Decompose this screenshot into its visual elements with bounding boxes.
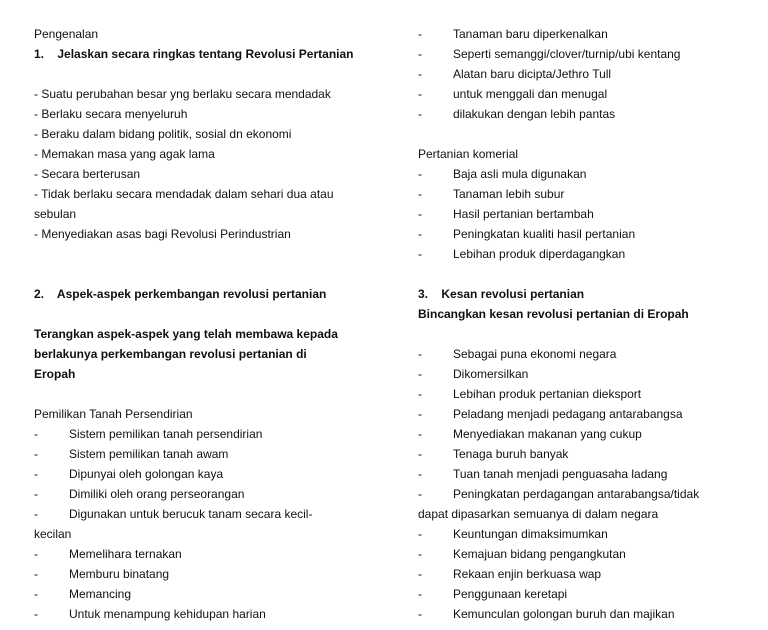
list-item <box>418 344 748 364</box>
list-item-text: untuk menggali dan menugal <box>453 87 608 101</box>
list-item-text: dilakukan dengan lebih pantas <box>453 107 616 121</box>
list-item-text: Tuan tanah menjadi penguasaha ladang <box>453 467 668 481</box>
dash-bullet: - <box>34 487 38 501</box>
dash-bullet: - <box>418 487 422 501</box>
dash-bullet: - <box>34 507 38 521</box>
list-item <box>418 464 748 484</box>
dash-bullet: - <box>418 87 422 101</box>
list-item-text: Peningkatan perdagangan antarabangsa/tidak <box>453 487 700 501</box>
list-item <box>418 484 748 504</box>
dash-bullet: - <box>418 167 422 181</box>
list-item-text: Lebihan produk pertanian dieksport <box>453 387 642 401</box>
dash-bullet: - <box>418 227 422 241</box>
left-column <box>34 24 364 624</box>
spacer <box>418 264 748 284</box>
dash-bullet: - <box>34 447 38 461</box>
dash-bullet: - <box>34 607 38 621</box>
list-item <box>418 444 748 464</box>
q2-number: 2. <box>34 287 45 301</box>
q1-point: - Suatu perubahan besar yng berlaku secara mendadak <box>34 87 331 101</box>
list-item-text: Lebihan produk diperdagangkan <box>453 247 626 261</box>
dash-bullet: - <box>418 367 422 381</box>
q1-point: - Beraku dalam bidang politik, sosial dn ekonomi <box>34 127 292 141</box>
spacer <box>34 244 364 264</box>
list-item-text: Hasil pertanian bertambah <box>453 207 594 221</box>
list-item <box>418 84 748 104</box>
dash-bullet: - <box>418 587 422 601</box>
dash-bullet: - <box>418 447 422 461</box>
list-item-text: Keuntungan dimaksimumkan <box>453 527 608 541</box>
list-item <box>34 584 364 604</box>
q3-number: 3. <box>418 287 429 301</box>
dash-bullet: - <box>34 427 38 441</box>
list-item <box>418 224 748 244</box>
spacer <box>418 124 748 144</box>
list-item <box>418 364 748 384</box>
list-item-text: Menyediakan makanan yang cukup <box>453 427 642 441</box>
list-item-text: Kemunculan golongan buruh dan majikan <box>453 607 675 621</box>
q2-question-line: Terangkan aspek-aspek yang telah membawa kepada <box>34 327 338 341</box>
dash-bullet: - <box>418 107 422 121</box>
dash-bullet: - <box>418 467 422 481</box>
commercial-heading: Pertanian komerial <box>418 147 519 161</box>
list-item <box>418 64 748 84</box>
list-item-text: Rekaan enjin berkuasa wap <box>453 567 602 581</box>
list-item <box>34 424 364 444</box>
list-item <box>418 564 748 584</box>
list-item <box>34 604 364 624</box>
spacer <box>34 304 364 324</box>
list-item <box>34 464 364 484</box>
list-item-text: Seperti semanggi/clover/turnip/ubi kentang <box>453 47 681 61</box>
list-item-text: Peladang menjadi pedagang antarabangsa <box>453 407 683 421</box>
list-item-text: Baja asli mula digunakan <box>453 167 587 181</box>
q1-heading <box>34 44 364 64</box>
list-item <box>418 604 748 624</box>
q2-subheading: Pemilikan Tanah Persendirian <box>34 407 193 421</box>
list-item <box>418 404 748 424</box>
list-item <box>418 384 748 404</box>
q1-point: sebulan <box>34 207 77 221</box>
q2-question-line: berlakunya perkembangan revolusi pertanian di <box>34 347 307 361</box>
dash-bullet: - <box>34 587 38 601</box>
spacer <box>418 324 748 344</box>
dash-bullet: - <box>418 67 422 81</box>
list-item-text: Tanaman lebih subur <box>453 187 565 201</box>
dash-bullet: - <box>418 347 422 361</box>
list-item <box>34 544 364 564</box>
list-item <box>418 584 748 604</box>
dash-bullet: - <box>418 27 422 41</box>
spacer <box>34 64 364 84</box>
list-item-text: Tanaman baru diperkenalkan <box>453 27 608 41</box>
q3-title: Kesan revolusi pertanian <box>441 287 585 301</box>
list-item <box>418 104 748 124</box>
dash-bullet: - <box>418 247 422 261</box>
list-item <box>418 424 748 444</box>
q1-point: - Berlaku secara menyeluruh <box>34 107 188 121</box>
list-item <box>418 524 748 544</box>
list-item <box>418 244 748 264</box>
list-item-text: Tenaga buruh banyak <box>453 447 569 461</box>
q1-number: 1. <box>34 47 45 61</box>
list-item-text: Peningkatan kualiti hasil pertanian <box>453 227 636 241</box>
dash-bullet: - <box>418 427 422 441</box>
q1-point: - Secara berterusan <box>34 167 141 181</box>
dash-bullet: - <box>418 47 422 61</box>
list-item-text: Digunakan untuk berucuk tanam secara kecil- <box>69 507 313 521</box>
list-item-text: Dimiliki oleh orang perseorangan <box>69 487 245 501</box>
dash-bullet: - <box>418 407 422 421</box>
list-item-text: Sebagai puna ekonomi negara <box>453 347 617 361</box>
intro-heading: Pengenalan <box>34 27 99 41</box>
dash-bullet: - <box>418 207 422 221</box>
dash-bullet: - <box>34 567 38 581</box>
list-item <box>418 184 748 204</box>
list-item-text: Sistem pemilikan tanah persendirian <box>69 427 263 441</box>
q1-point: - Tidak berlaku secara mendadak dalam sehari dua atau <box>34 187 334 201</box>
list-item <box>34 504 364 524</box>
list-item-text: Dikomersilkan <box>453 367 529 381</box>
dash-bullet: - <box>418 607 422 621</box>
dash-bullet: - <box>418 547 422 561</box>
list-item-text: Dipunyai oleh golongan kaya <box>69 467 224 481</box>
list-item <box>34 484 364 504</box>
q3-question: Bincangkan kesan revolusi pertanian di Eropah <box>418 307 689 321</box>
dash-bullet: - <box>418 387 422 401</box>
dash-bullet: - <box>34 467 38 481</box>
spacer <box>34 384 364 404</box>
dash-bullet: - <box>418 187 422 201</box>
list-item <box>418 24 748 44</box>
list-item <box>418 204 748 224</box>
dash-bullet: - <box>34 547 38 561</box>
list-item-continuation: dapat dipasarkan semuanya di dalam negara <box>418 507 659 521</box>
list-item-text: Kemajuan bidang pengangkutan <box>453 547 626 561</box>
q1-title: Jelaskan secara ringkas tentang Revolusi Pertanian <box>57 47 354 61</box>
q1-point: - Memakan masa yang agak lama <box>34 147 215 161</box>
spacer <box>34 264 364 284</box>
q2-heading <box>34 284 364 304</box>
q1-point: - Menyediakan asas bagi Revolusi Perindustrian <box>34 227 291 241</box>
list-item-continuation: kecilan <box>34 527 72 541</box>
dash-bullet: - <box>418 527 422 541</box>
list-item-text: Untuk menampung kehidupan harian <box>69 607 266 621</box>
list-item-text: Memburu binatang <box>69 567 170 581</box>
list-item-text: Memelihara ternakan <box>69 547 182 561</box>
list-item <box>418 44 748 64</box>
list-item-text: Memancing <box>69 587 132 601</box>
list-item <box>418 164 748 184</box>
list-item <box>418 544 748 564</box>
q3-heading <box>418 284 748 304</box>
list-item-text: Sistem pemilikan tanah awam <box>69 447 229 461</box>
list-item <box>34 444 364 464</box>
list-item-text: Penggunaan keretapi <box>453 587 568 601</box>
q2-title: Aspek-aspek perkembangan revolusi pertanian <box>56 287 327 301</box>
list-item <box>34 564 364 584</box>
right-column <box>418 24 748 624</box>
list-item-text: Alatan baru dicipta/Jethro Tull <box>453 67 612 81</box>
q2-question-line: Eropah <box>34 367 76 381</box>
dash-bullet: - <box>418 567 422 581</box>
